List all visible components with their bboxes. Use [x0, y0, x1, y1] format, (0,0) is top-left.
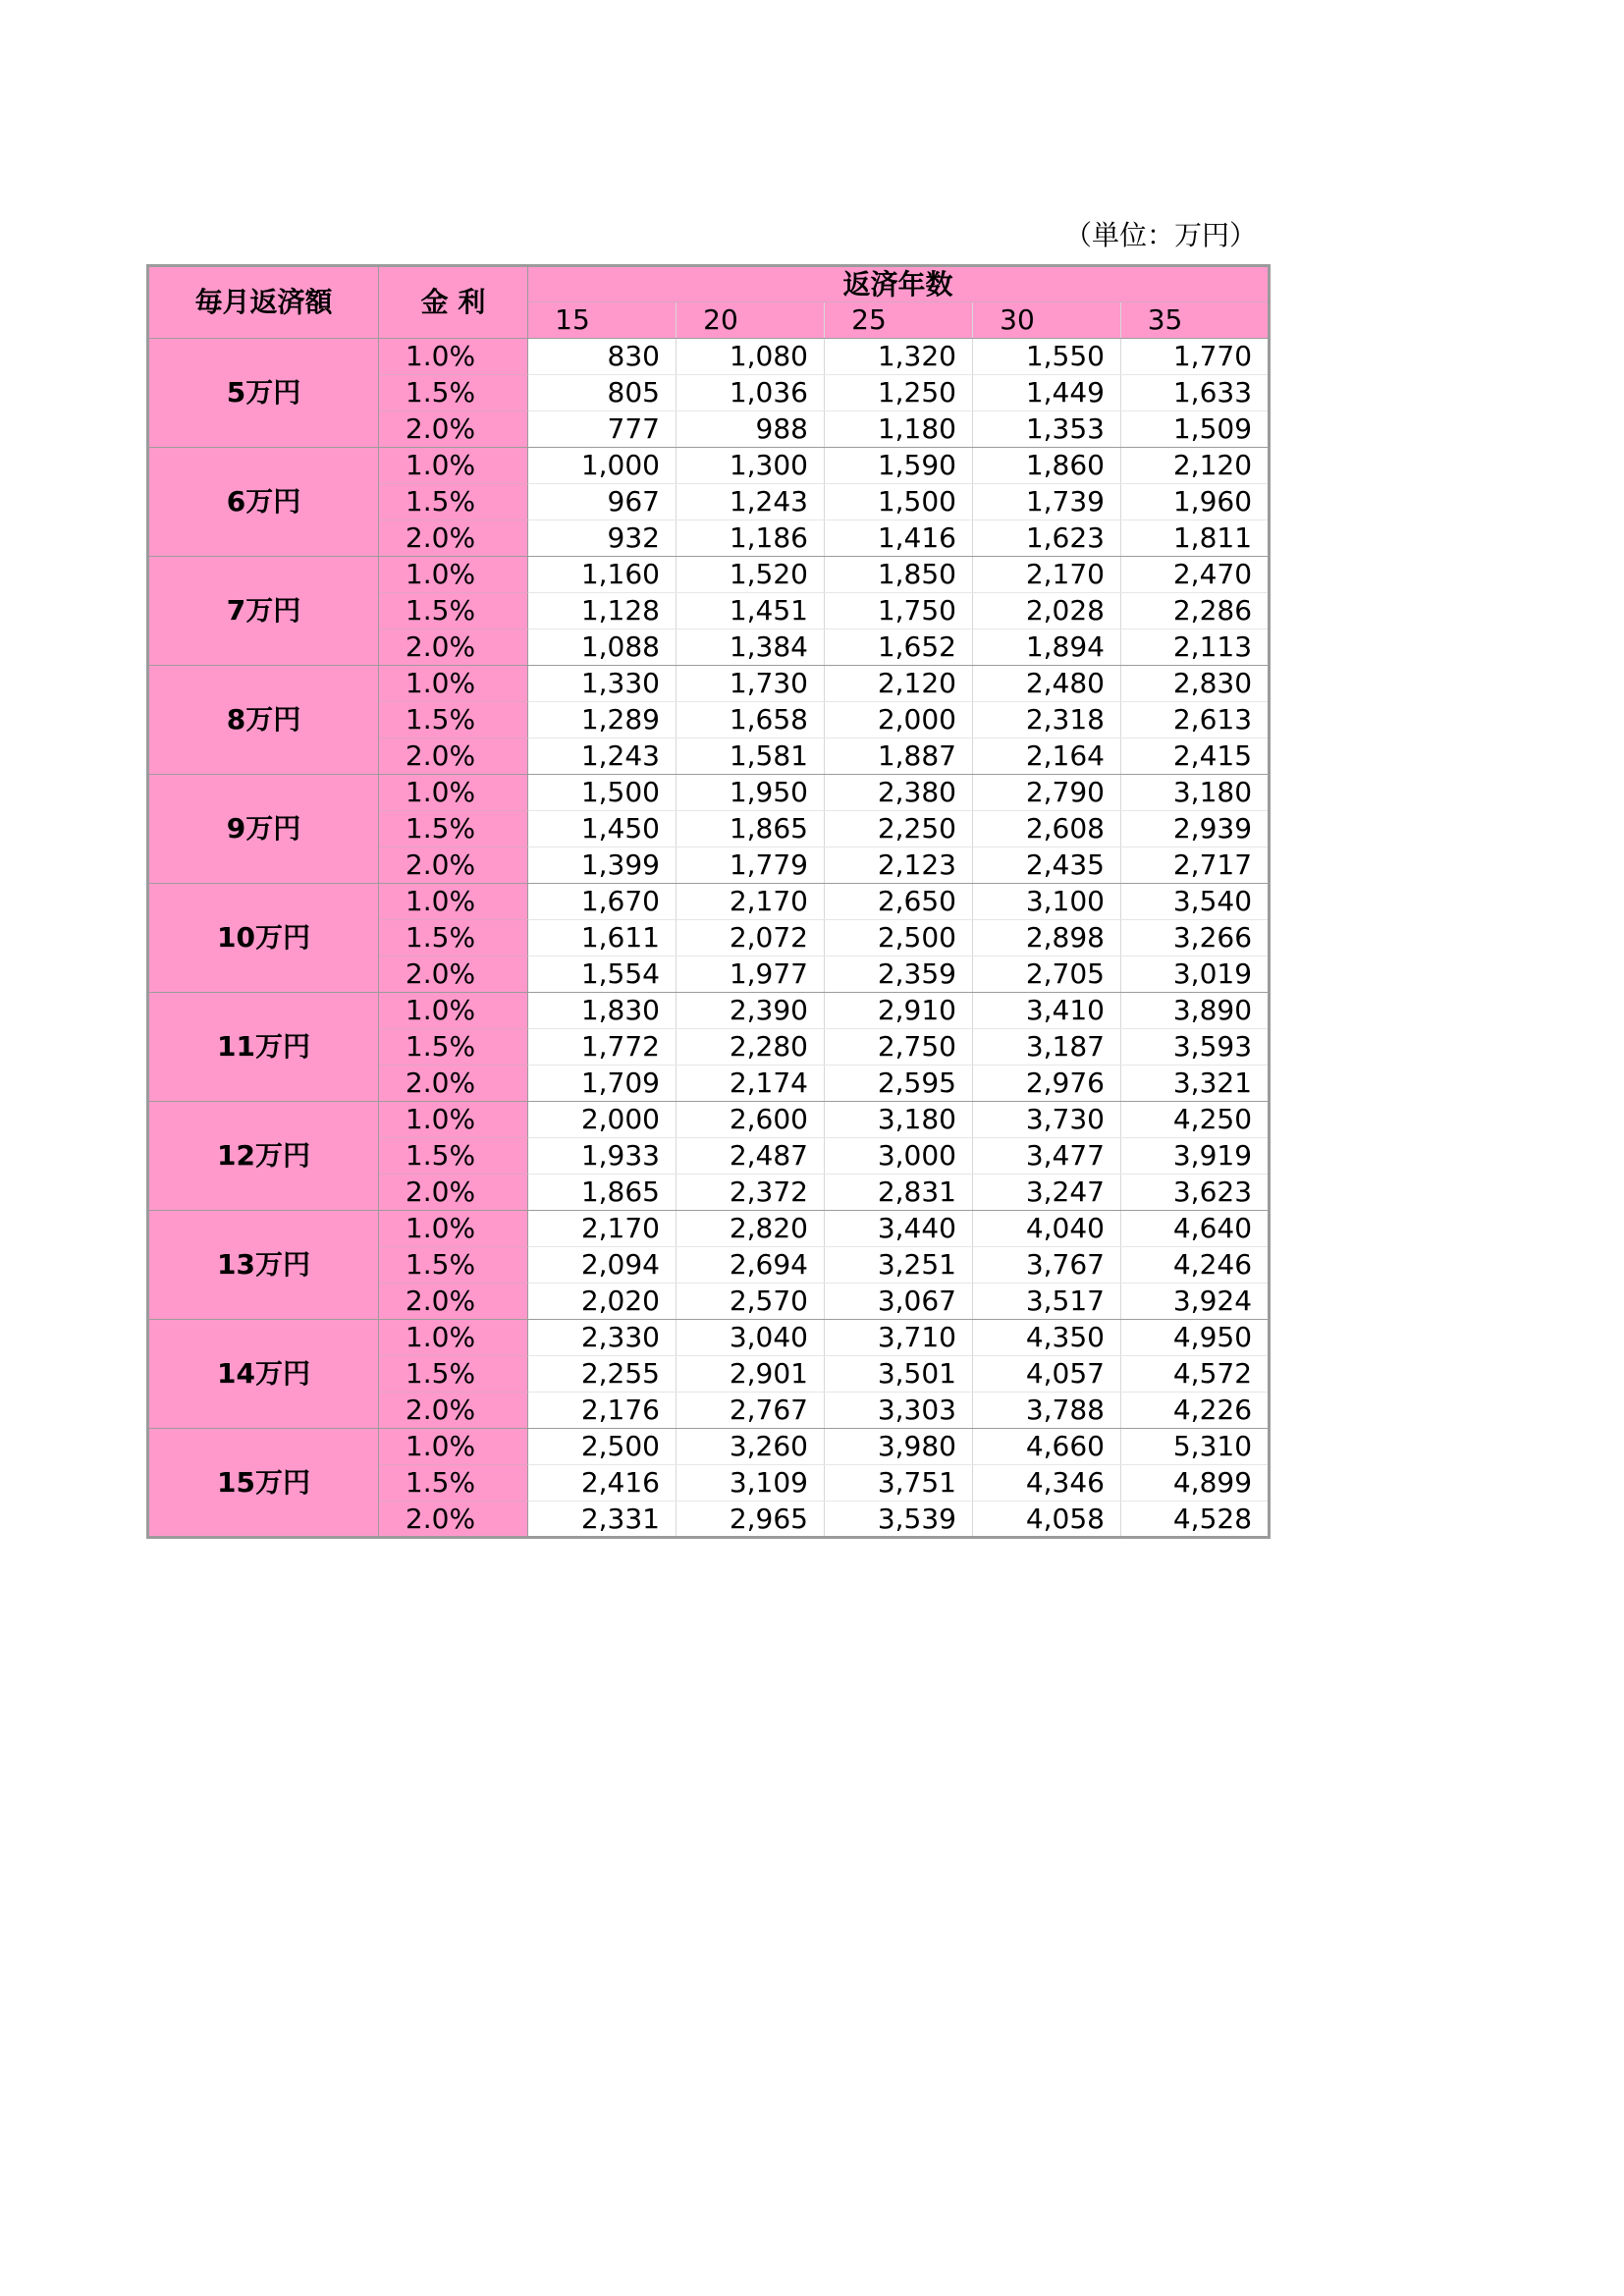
- loan-amount-cell: 4,250: [1121, 1102, 1270, 1138]
- loan-amount-cell: 1,750: [825, 593, 973, 629]
- loan-amount-cell: 2,613: [1121, 702, 1270, 738]
- loan-amount-cell: 1,779: [677, 847, 825, 884]
- interest-rate-cell: 1.5%: [379, 920, 528, 957]
- loan-amount-cell: 2,380: [825, 775, 973, 811]
- loan-amount-cell: 3,180: [1121, 775, 1270, 811]
- loan-amount-cell: 2,000: [528, 1102, 677, 1138]
- loan-amount-cell: 1,850: [825, 557, 973, 593]
- loan-amount-cell: 3,180: [825, 1102, 973, 1138]
- loan-amount-cell: 1,500: [825, 484, 973, 520]
- loan-amount-cell: 1,180: [825, 411, 973, 448]
- table-row: [148, 339, 1270, 375]
- loan-amount-cell: 3,751: [825, 1465, 973, 1502]
- loan-amount-cell: 4,057: [973, 1356, 1121, 1393]
- interest-rate-cell: 1.0%: [379, 1211, 528, 1247]
- interest-rate-cell: 1.5%: [379, 1247, 528, 1284]
- loan-amount-cell: 1,520: [677, 557, 825, 593]
- loan-amount-cell: 1,330: [528, 666, 677, 702]
- table-row: [148, 884, 1270, 920]
- loan-amount-cell: 2,286: [1121, 593, 1270, 629]
- loan-amount-cell: 3,593: [1121, 1029, 1270, 1066]
- loan-amount-cell: 1,581: [677, 738, 825, 775]
- loan-amount-cell: 2,120: [1121, 448, 1270, 484]
- loan-amount-cell: 2,750: [825, 1029, 973, 1066]
- interest-rate-cell: 1.5%: [379, 484, 528, 520]
- loan-amount-cell: 2,939: [1121, 811, 1270, 847]
- loan-amount-cell: 2,072: [677, 920, 825, 957]
- interest-rate-cell: 2.0%: [379, 1502, 528, 1538]
- loan-amount-cell: 2,790: [973, 775, 1121, 811]
- loan-amount-cell: 1,658: [677, 702, 825, 738]
- interest-rate-cell: 2.0%: [379, 738, 528, 775]
- loan-amount-cell: 1,289: [528, 702, 677, 738]
- loan-amount-cell: 1,243: [677, 484, 825, 520]
- interest-rate-cell: 2.0%: [379, 1066, 528, 1102]
- loan-amount-cell: 2,028: [973, 593, 1121, 629]
- loan-amount-cell: 777: [528, 411, 677, 448]
- loan-amount-cell: 2,965: [677, 1502, 825, 1538]
- loan-amount-cell: 1,500: [528, 775, 677, 811]
- loan-amount-cell: 3,440: [825, 1211, 973, 1247]
- loan-amount-cell: 830: [528, 339, 677, 375]
- loan-amount-cell: 1,384: [677, 629, 825, 666]
- loan-amount-cell: 2,176: [528, 1393, 677, 1429]
- loan-amount-cell: 1,950: [677, 775, 825, 811]
- loan-amount-cell: 2,020: [528, 1284, 677, 1320]
- loan-amount-cell: 2,113: [1121, 629, 1270, 666]
- loan-amount-cell: 4,660: [973, 1429, 1121, 1465]
- monthly-payment-cell: 14万円: [148, 1320, 379, 1429]
- interest-rate-cell: 2.0%: [379, 411, 528, 448]
- header-interest-rate: 金 利: [379, 266, 528, 339]
- loan-amount-cell: 4,950: [1121, 1320, 1270, 1356]
- loan-amount-cell: 3,247: [973, 1175, 1121, 1211]
- interest-rate-cell: 1.0%: [379, 666, 528, 702]
- loan-amount-cell: 1,730: [677, 666, 825, 702]
- interest-rate-cell: 2.0%: [379, 520, 528, 557]
- loan-amount-cell: 1,772: [528, 1029, 677, 1066]
- interest-rate-cell: 2.0%: [379, 1393, 528, 1429]
- monthly-payment-cell: 8万円: [148, 666, 379, 775]
- loan-amount-cell: 4,899: [1121, 1465, 1270, 1502]
- loan-amount-cell: 5,310: [1121, 1429, 1270, 1465]
- table-row: [148, 557, 1270, 593]
- interest-rate-cell: 2.0%: [379, 1175, 528, 1211]
- loan-amount-cell: 1,243: [528, 738, 677, 775]
- loan-amount-cell: 1,250: [825, 375, 973, 411]
- loan-amount-cell: 1,709: [528, 1066, 677, 1102]
- loan-amount-cell: 3,710: [825, 1320, 973, 1356]
- loan-amount-cell: 2,650: [825, 884, 973, 920]
- loan-amount-cell: 3,040: [677, 1320, 825, 1356]
- loan-amount-cell: 4,226: [1121, 1393, 1270, 1429]
- table-row: [148, 448, 1270, 484]
- loan-amount-cell: 3,321: [1121, 1066, 1270, 1102]
- loan-amount-cell: 3,260: [677, 1429, 825, 1465]
- loan-amount-cell: 1,128: [528, 593, 677, 629]
- loan-amount-cell: 4,058: [973, 1502, 1121, 1538]
- header-year: 30: [973, 302, 1121, 339]
- loan-table: [146, 264, 1271, 1539]
- monthly-payment-cell: 11万円: [148, 993, 379, 1102]
- loan-amount-cell: 1,633: [1121, 375, 1270, 411]
- interest-rate-cell: 1.0%: [379, 884, 528, 920]
- loan-amount-cell: 4,346: [973, 1465, 1121, 1502]
- loan-amount-cell: 2,717: [1121, 847, 1270, 884]
- loan-amount-cell: 3,067: [825, 1284, 973, 1320]
- loan-amount-cell: 1,770: [1121, 339, 1270, 375]
- loan-amount-cell: 3,477: [973, 1138, 1121, 1175]
- loan-amount-cell: 2,094: [528, 1247, 677, 1284]
- loan-amount-cell: 1,160: [528, 557, 677, 593]
- loan-amount-cell: 2,820: [677, 1211, 825, 1247]
- loan-amount-cell: 2,123: [825, 847, 973, 884]
- loan-amount-cell: 1,000: [528, 448, 677, 484]
- loan-amount-cell: 2,164: [973, 738, 1121, 775]
- loan-amount-cell: 2,359: [825, 957, 973, 993]
- loan-amount-cell: 805: [528, 375, 677, 411]
- monthly-payment-cell: 10万円: [148, 884, 379, 993]
- loan-amount-cell: 2,250: [825, 811, 973, 847]
- loan-amount-cell: 2,480: [973, 666, 1121, 702]
- loan-amount-cell: 3,980: [825, 1429, 973, 1465]
- loan-amount-cell: 2,390: [677, 993, 825, 1029]
- loan-amount-cell: 1,811: [1121, 520, 1270, 557]
- loan-amount-cell: 4,640: [1121, 1211, 1270, 1247]
- loan-amount-cell: 1,865: [528, 1175, 677, 1211]
- loan-amount-cell: 3,266: [1121, 920, 1270, 957]
- loan-amount-cell: 1,739: [973, 484, 1121, 520]
- loan-amount-cell: 3,100: [973, 884, 1121, 920]
- loan-amount-cell: 2,487: [677, 1138, 825, 1175]
- loan-amount-cell: 2,170: [677, 884, 825, 920]
- header-repayment-years: 返済年数: [528, 266, 1270, 302]
- interest-rate-cell: 1.0%: [379, 993, 528, 1029]
- loan-amount-cell: 2,767: [677, 1393, 825, 1429]
- loan-amount-cell: 1,554: [528, 957, 677, 993]
- header-monthly-payment: 毎月返済額: [148, 266, 379, 339]
- loan-amount-cell: 2,976: [973, 1066, 1121, 1102]
- loan-amount-cell: 3,000: [825, 1138, 973, 1175]
- loan-amount-cell: 1,652: [825, 629, 973, 666]
- monthly-payment-cell: 7万円: [148, 557, 379, 666]
- loan-amount-cell: 3,788: [973, 1393, 1121, 1429]
- loan-amount-cell: 2,608: [973, 811, 1121, 847]
- loan-amount-cell: 2,415: [1121, 738, 1270, 775]
- interest-rate-cell: 1.0%: [379, 775, 528, 811]
- monthly-payment-cell: 5万円: [148, 339, 379, 448]
- loan-amount-cell: 1,353: [973, 411, 1121, 448]
- unit-note: （単位：万円）: [1063, 219, 1257, 251]
- monthly-payment-cell: 15万円: [148, 1429, 379, 1538]
- loan-amount-cell: 1,300: [677, 448, 825, 484]
- header-year: 35: [1121, 302, 1270, 339]
- loan-amount-cell: 2,500: [528, 1429, 677, 1465]
- table-row: [148, 1102, 1270, 1138]
- table-row: [148, 666, 1270, 702]
- loan-amount-cell: 4,572: [1121, 1356, 1270, 1393]
- interest-rate-cell: 1.5%: [379, 593, 528, 629]
- loan-amount-cell: 1,088: [528, 629, 677, 666]
- loan-amount-cell: 1,451: [677, 593, 825, 629]
- loan-amount-cell: 3,187: [973, 1029, 1121, 1066]
- loan-amount-cell: 4,040: [973, 1211, 1121, 1247]
- loan-amount-cell: 3,501: [825, 1356, 973, 1393]
- interest-rate-cell: 1.5%: [379, 1029, 528, 1066]
- loan-amount-cell: 1,450: [528, 811, 677, 847]
- loan-amount-cell: 3,517: [973, 1284, 1121, 1320]
- loan-amount-cell: 1,449: [973, 375, 1121, 411]
- loan-amount-cell: 3,924: [1121, 1284, 1270, 1320]
- loan-amount-cell: 2,435: [973, 847, 1121, 884]
- loan-amount-cell: 3,410: [973, 993, 1121, 1029]
- loan-amount-cell: 2,595: [825, 1066, 973, 1102]
- interest-rate-cell: 1.5%: [379, 1465, 528, 1502]
- loan-amount-cell: 3,890: [1121, 993, 1270, 1029]
- table-row: [148, 1211, 1270, 1247]
- loan-amount-cell: 1,830: [528, 993, 677, 1029]
- loan-amount-cell: 1,977: [677, 957, 825, 993]
- loan-amount-cell: 3,623: [1121, 1175, 1270, 1211]
- loan-amount-cell: 2,280: [677, 1029, 825, 1066]
- loan-amount-cell: 2,330: [528, 1320, 677, 1356]
- loan-amount-cell: 3,109: [677, 1465, 825, 1502]
- loan-amount-cell: 1,399: [528, 847, 677, 884]
- loan-amount-cell: 3,251: [825, 1247, 973, 1284]
- loan-amount-cell: 2,170: [973, 557, 1121, 593]
- loan-amount-cell: 1,860: [973, 448, 1121, 484]
- loan-amount-cell: 4,350: [973, 1320, 1121, 1356]
- loan-amount-cell: 2,255: [528, 1356, 677, 1393]
- loan-amount-cell: 1,623: [973, 520, 1121, 557]
- loan-amount-cell: 1,960: [1121, 484, 1270, 520]
- loan-amount-cell: 1,509: [1121, 411, 1270, 448]
- loan-amount-cell: 932: [528, 520, 677, 557]
- loan-amount-cell: 1,186: [677, 520, 825, 557]
- interest-rate-cell: 1.5%: [379, 702, 528, 738]
- loan-amount-cell: 2,318: [973, 702, 1121, 738]
- loan-amount-cell: 2,694: [677, 1247, 825, 1284]
- loan-amount-cell: 1,611: [528, 920, 677, 957]
- loan-amount-cell: 1,670: [528, 884, 677, 920]
- loan-amount-cell: 2,831: [825, 1175, 973, 1211]
- interest-rate-cell: 2.0%: [379, 629, 528, 666]
- interest-rate-cell: 1.5%: [379, 375, 528, 411]
- loan-amount-cell: 967: [528, 484, 677, 520]
- loan-amount-cell: 3,730: [973, 1102, 1121, 1138]
- loan-amount-cell: 2,000: [825, 702, 973, 738]
- interest-rate-cell: 1.0%: [379, 448, 528, 484]
- header-year: 15: [528, 302, 677, 339]
- table-row: [148, 1429, 1270, 1465]
- interest-rate-cell: 2.0%: [379, 957, 528, 993]
- monthly-payment-cell: 13万円: [148, 1211, 379, 1320]
- loan-amount-cell: 1,933: [528, 1138, 677, 1175]
- loan-amount-cell: 2,898: [973, 920, 1121, 957]
- interest-rate-cell: 2.0%: [379, 1284, 528, 1320]
- loan-amount-cell: 1,416: [825, 520, 973, 557]
- loan-amount-cell: 1,320: [825, 339, 973, 375]
- loan-amount-cell: 2,901: [677, 1356, 825, 1393]
- loan-amount-cell: 3,919: [1121, 1138, 1270, 1175]
- loan-amount-cell: 3,540: [1121, 884, 1270, 920]
- interest-rate-cell: 1.5%: [379, 1138, 528, 1175]
- loan-amount-cell: 2,500: [825, 920, 973, 957]
- loan-amount-cell: 2,830: [1121, 666, 1270, 702]
- interest-rate-cell: 2.0%: [379, 847, 528, 884]
- loan-amount-cell: 2,170: [528, 1211, 677, 1247]
- table-row: [148, 1320, 1270, 1356]
- interest-rate-cell: 1.0%: [379, 1102, 528, 1138]
- header-year: 20: [677, 302, 825, 339]
- loan-amount-cell: 4,246: [1121, 1247, 1270, 1284]
- loan-amount-cell: 2,910: [825, 993, 973, 1029]
- loan-amount-cell: 2,416: [528, 1465, 677, 1502]
- header-year: 25: [825, 302, 973, 339]
- interest-rate-cell: 1.5%: [379, 1356, 528, 1393]
- loan-amount-cell: 3,019: [1121, 957, 1270, 993]
- loan-amount-cell: 2,331: [528, 1502, 677, 1538]
- table-row: [148, 993, 1270, 1029]
- table-row: [148, 775, 1270, 811]
- loan-amount-cell: 4,528: [1121, 1502, 1270, 1538]
- interest-rate-cell: 1.0%: [379, 1320, 528, 1356]
- loan-amount-cell: 1,590: [825, 448, 973, 484]
- interest-rate-cell: 1.0%: [379, 339, 528, 375]
- table-body: [148, 339, 1270, 1538]
- loan-amount-cell: 3,303: [825, 1393, 973, 1429]
- loan-amount-cell: 988: [677, 411, 825, 448]
- loan-amount-cell: 2,705: [973, 957, 1121, 993]
- loan-amount-cell: 1,036: [677, 375, 825, 411]
- loan-amount-cell: 2,600: [677, 1102, 825, 1138]
- loan-amount-cell: 3,539: [825, 1502, 973, 1538]
- interest-rate-cell: 1.0%: [379, 557, 528, 593]
- interest-rate-cell: 1.5%: [379, 811, 528, 847]
- loan-amount-cell: 1,887: [825, 738, 973, 775]
- monthly-payment-cell: 12万円: [148, 1102, 379, 1211]
- interest-rate-cell: 1.0%: [379, 1429, 528, 1465]
- loan-amount-cell: 3,767: [973, 1247, 1121, 1284]
- loan-amount-cell: 1,894: [973, 629, 1121, 666]
- loan-amount-cell: 1,865: [677, 811, 825, 847]
- loan-amount-cell: 1,080: [677, 339, 825, 375]
- loan-amount-cell: 1,550: [973, 339, 1121, 375]
- loan-amount-cell: 2,120: [825, 666, 973, 702]
- monthly-payment-cell: 9万円: [148, 775, 379, 884]
- loan-amount-cell: 2,372: [677, 1175, 825, 1211]
- loan-amount-cell: 2,470: [1121, 557, 1270, 593]
- monthly-payment-cell: 6万円: [148, 448, 379, 557]
- loan-amount-cell: 2,174: [677, 1066, 825, 1102]
- loan-amount-cell: 2,570: [677, 1284, 825, 1320]
